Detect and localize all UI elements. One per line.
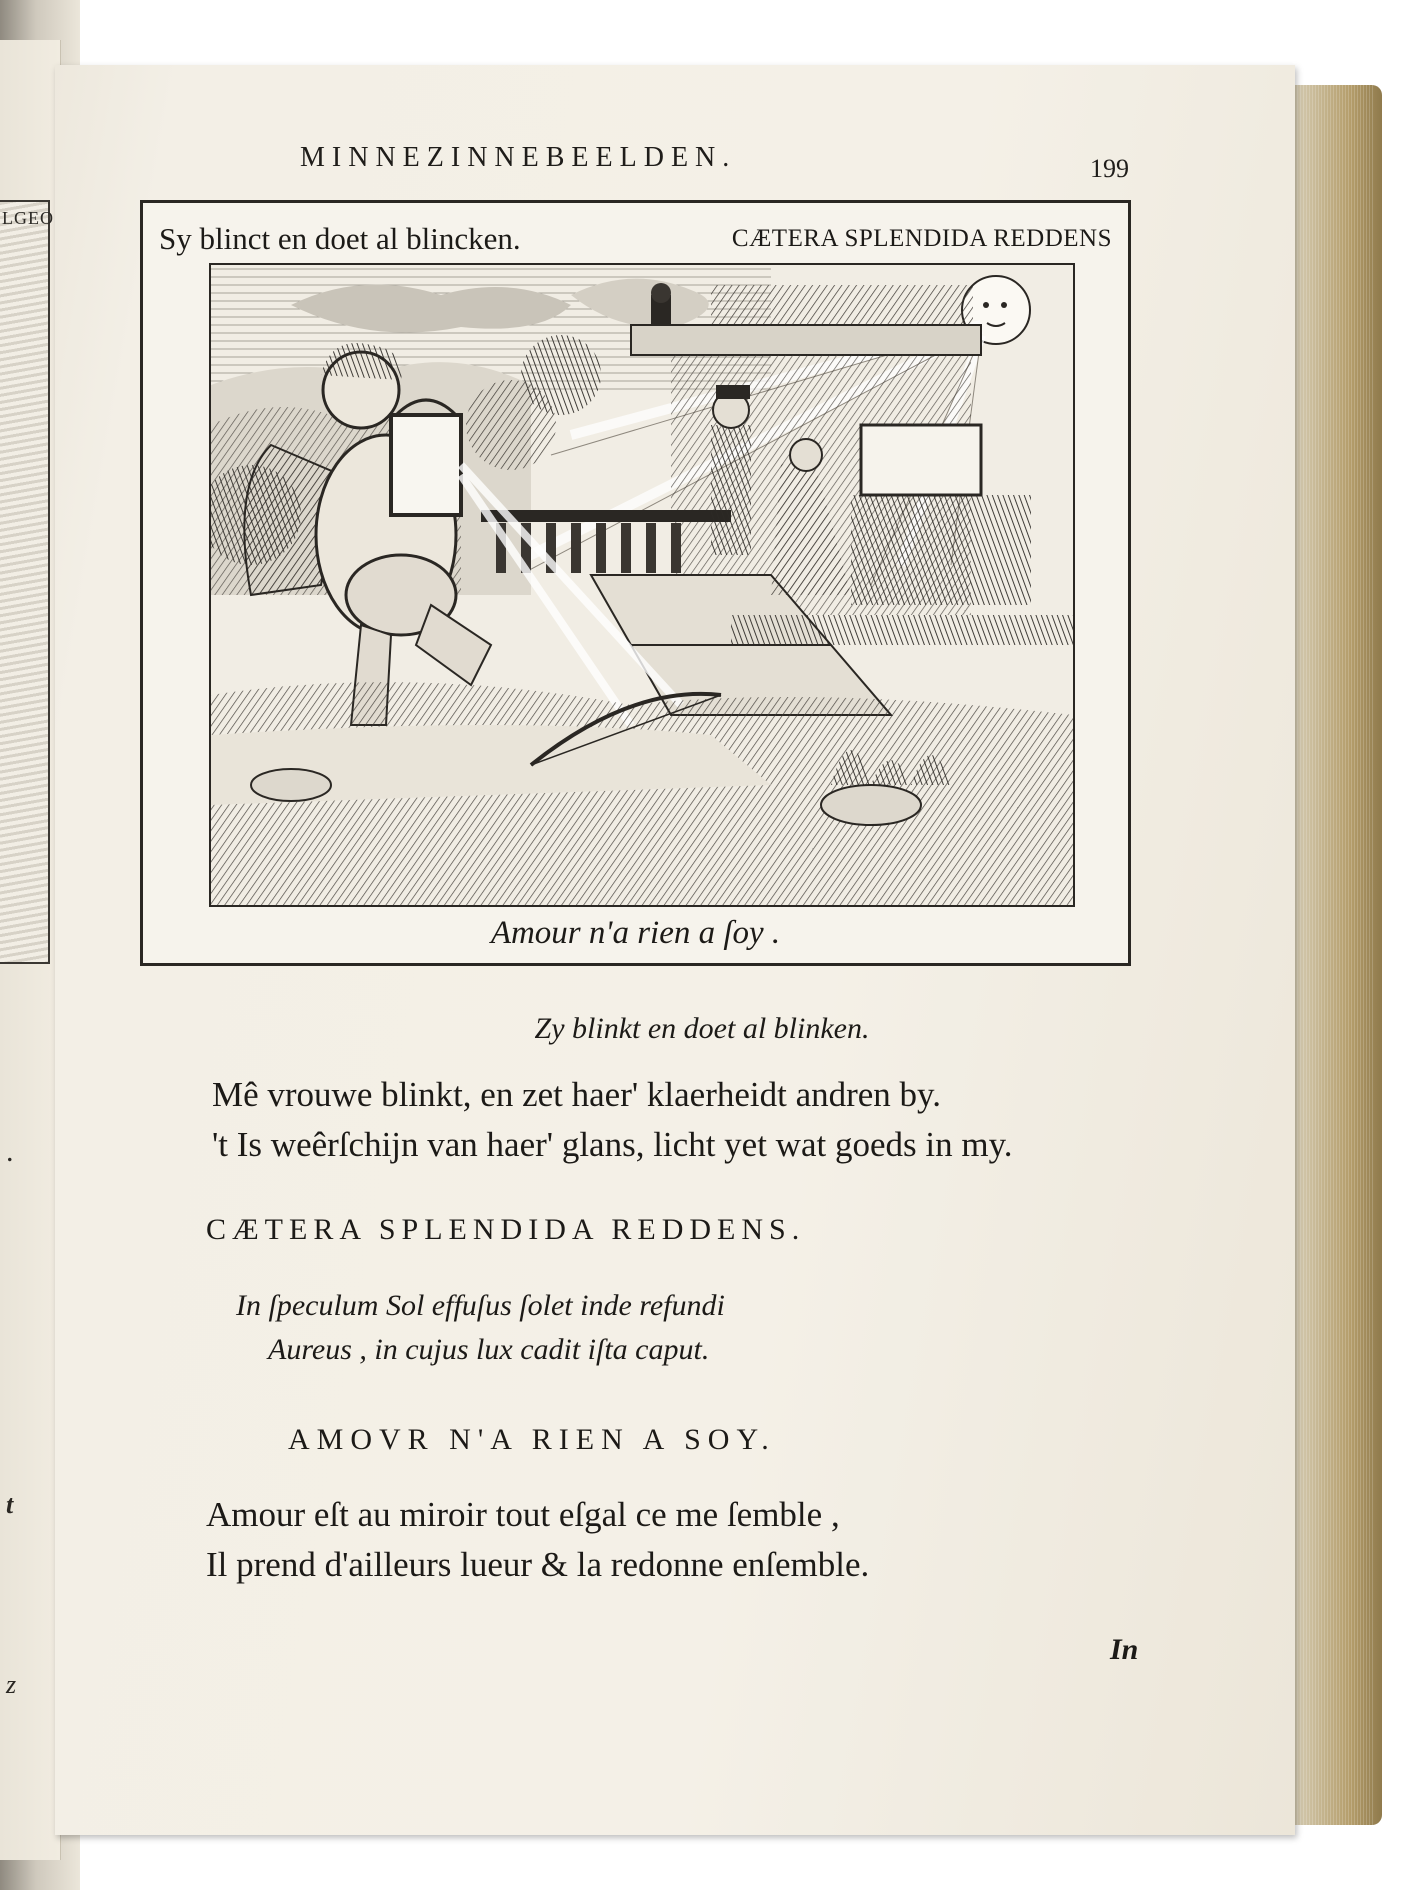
dutch-verse-line: 't Is weêrſchijn van haer' glans, licht yet wat goeds in my. — [212, 1125, 1013, 1164]
mirror-icon — [391, 400, 461, 515]
left-page-mark: t — [6, 1490, 14, 1519]
emblem-plate — [140, 200, 1131, 966]
dutch-verse — [212, 1070, 1013, 1170]
left-page-fragment — [0, 40, 61, 1860]
latin-heading: CÆTERA SPLENDIDA REDDENS. — [206, 1213, 806, 1246]
latin-verse — [236, 1284, 725, 1372]
plate-caption: Amour n'a rien a ſoy . — [490, 915, 781, 951]
emblem-engraving — [209, 263, 1075, 907]
catchword: In — [1110, 1633, 1139, 1666]
left-page-mark: z — [6, 1670, 17, 1699]
french-verse-line: Amour eſt au miroir tout eſgal ce me ſemble , — [206, 1495, 840, 1534]
verse-title: Zy blinkt en doet al blinken. — [534, 1012, 870, 1045]
french-verse — [206, 1490, 869, 1590]
dutch-verse-line: Mê vrouwe blinkt, en zet haer' klaerheidt andren by. — [212, 1075, 942, 1114]
running-header: MINNEZINNEBEELDEN. — [300, 142, 737, 173]
left-page-engraving — [0, 200, 50, 964]
french-heading: AMOVR N'A RIEN A SOY. — [288, 1423, 776, 1456]
left-page-mark: . — [6, 1135, 14, 1168]
latin-verse-line: In ſpeculum Sol effuſus ſolet inde refundi — [236, 1289, 725, 1322]
plate-motto-latin: CÆTERA SPLENDIDA REDDENS — [731, 225, 1112, 252]
engraving-illustration — [211, 265, 1073, 905]
left-page-label: LGEO — [2, 208, 54, 228]
page-number: 199 — [1090, 154, 1129, 183]
french-verse-line: Il prend d'ailleurs lueur & la redonne enſemble. — [206, 1545, 870, 1584]
page-edges — [1290, 85, 1382, 1825]
latin-verse-line: Aureus , in cujus lux cadit iſta caput. — [268, 1333, 710, 1366]
plate-motto-dutch: Sy blinct en doet al blincken. — [159, 221, 521, 256]
